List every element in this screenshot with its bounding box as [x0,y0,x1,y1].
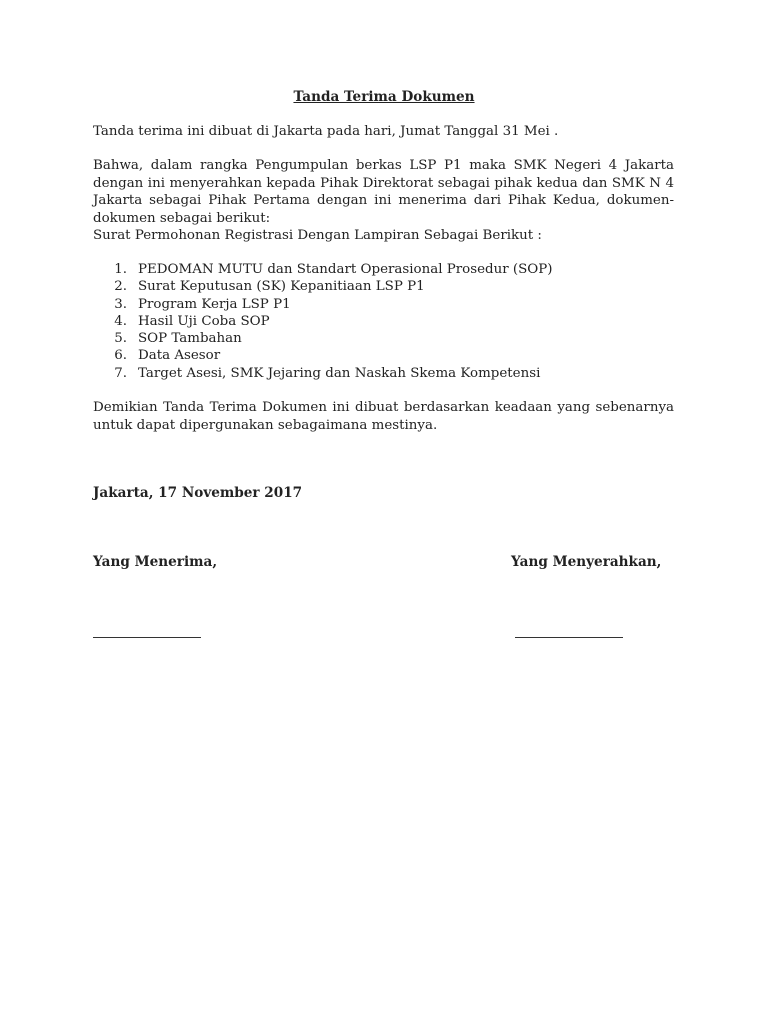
list-item [93,296,674,313]
list-item-text: Target Asesi, SMK Jejaring dan Naskah Skema Kompetensi [138,365,541,381]
list-item-number: 6. [114,348,127,364]
list-item-text: Hasil Uji Coba SOP [138,313,270,329]
document-title: Tanda Terima Dokumen [293,89,475,105]
receiver-signature-line [93,637,201,638]
list-item-number: 3. [114,296,127,312]
document-list [93,261,674,382]
list-item [93,278,674,295]
list-item-text: Data Asesor [138,348,221,364]
list-item [93,261,674,278]
list-item-text: Surat Keputusan (SK) Kepanitiaan LSP P1 [138,279,425,295]
list-item-text: PEDOMAN MUTU dan Standart Operasional Prosedur (SOP) [138,262,553,277]
giver-label: Yang Menyerahkan, [511,554,662,570]
list-item-text: SOP Tambahan [138,331,242,347]
document-date: Jakarta, 17 November 2017 [93,485,303,501]
list-item [93,330,674,347]
body-paragraph: Bahwa, dalam rangka Pengumpulan berkas LSP P1 maka SMK Negeri 4 Jakarta dengan ini menyerahkan kepada Pihak Direktorat sebagai pihak kedua dan SMK N 4 Jakarta sebagai Pihak Pertama dengan ini menerima dari Pihak Kedua, dokumen-dokumen sebagai berikut: [93,158,674,226]
intro-paragraph: Tanda terima ini dibuat di Jakarta pada hari, Jumat Tanggal 31 Mei . [93,124,559,139]
list-item [93,347,674,364]
closing-paragraph: Demikian Tanda Terima Dokumen ini dibuat berdasarkan keadaan yang sebenarnya untuk dapat dipergunakan sebagaimana mestinya. [93,400,674,433]
receiver-label: Yang Menerima, [93,554,218,570]
list-item-text: Program Kerja LSP P1 [138,296,291,312]
list-item-number: 7. [114,365,127,381]
list-header: Surat Permohonan Registrasi Dengan Lampiran Sebagai Berikut : [93,228,542,243]
list-item [93,365,674,382]
list-item [93,313,674,330]
list-item-number: 5. [114,331,127,347]
list-item-number: 4. [114,313,127,329]
list-item-number: 1. [114,262,127,277]
giver-signature-line [515,637,623,638]
list-item-number: 2. [114,279,127,295]
